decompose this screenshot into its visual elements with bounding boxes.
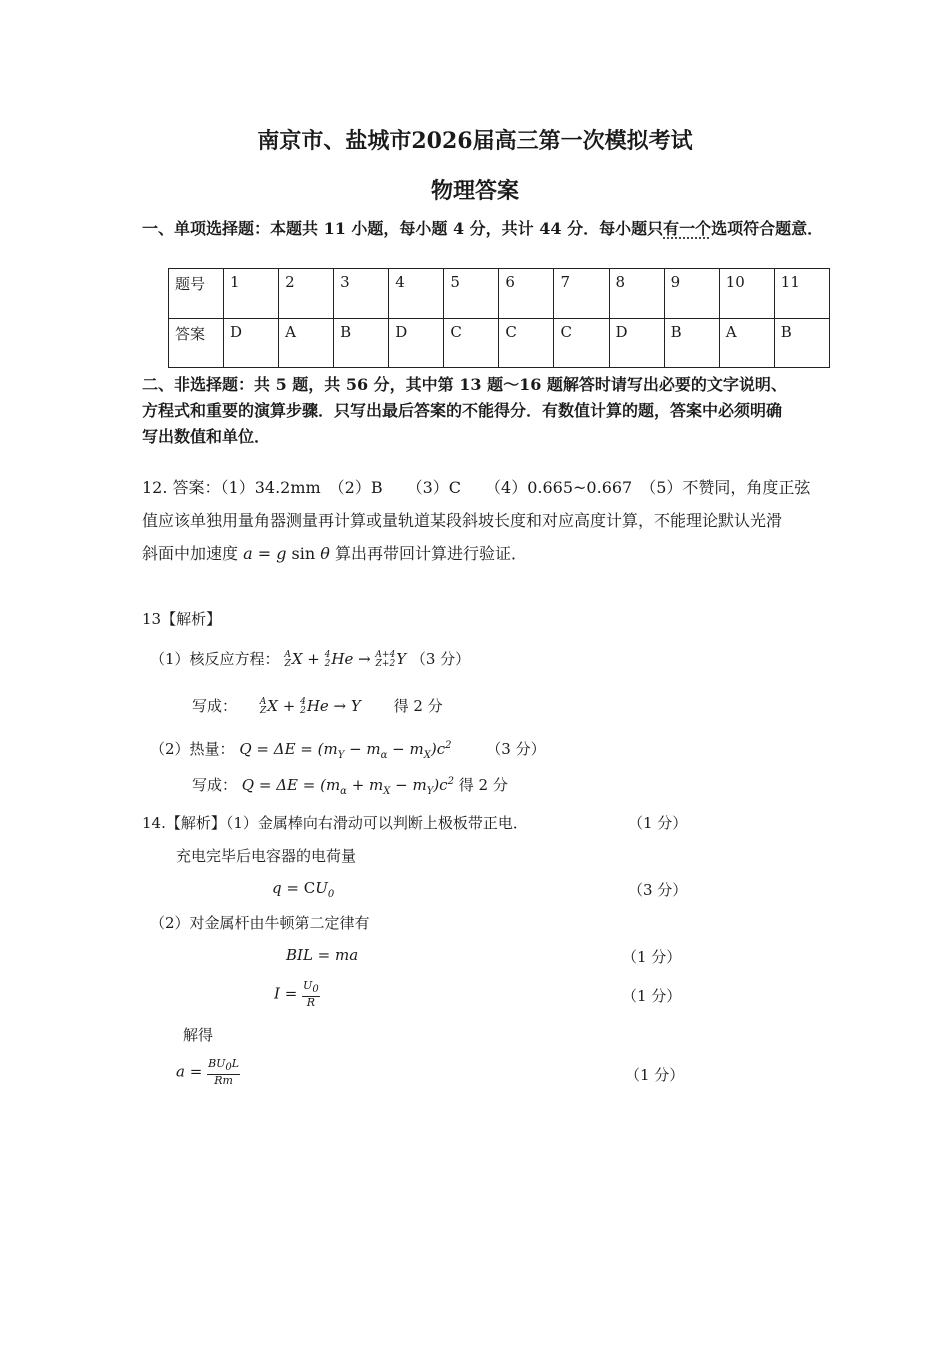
answer-table	[168, 268, 830, 368]
table-cell: 11	[774, 269, 829, 319]
q14-line2: 充电完毕后电容器的电荷量	[176, 847, 357, 865]
page-title: 南京市、盐城市2026届高三第一次模拟考试	[257, 128, 693, 154]
table-cell: A	[719, 318, 774, 368]
q13-write1-label: 写成：	[192, 697, 238, 715]
q14-head: 14.【解析】（1）金属棒向右滑动可以判断上极板带正电．	[142, 814, 528, 832]
q13-head: 13【解析】	[142, 610, 222, 628]
table-cell: 题号	[169, 269, 224, 319]
q13-part2	[150, 738, 546, 761]
section1-heading	[142, 216, 823, 239]
table-cell: B	[664, 318, 719, 368]
heat-equation-alt: $Q = \Delta E = (m_\alpha + m_X - m_Y)c^2$	[241, 776, 454, 797]
table-row-numbers	[169, 269, 830, 319]
q12-line3	[142, 541, 527, 564]
q13-write2-label: 写成：	[192, 776, 238, 794]
page-subtitle: 物理答案	[430, 178, 519, 204]
section2-line1: 二、非选择题：共 5 题，共 56 分，其中第 13 题～16 题解答时请写出必要的文字说明、	[142, 375, 787, 394]
q12-line1: 12. 答案：（1）34.2mm （2）B （3）C （4）0.665~0.667 （5）不赞同，角度正弦	[142, 478, 811, 497]
q13-write2-score: 得 2 分	[458, 776, 508, 794]
q14-line4: 解得	[183, 1026, 214, 1044]
q13-part1-label: （1）核反应方程：	[150, 650, 280, 668]
result-formula: a = $\frac{BU_0L}{Rm}$	[176, 1057, 240, 1088]
q14-score5: （1 分）	[625, 1066, 685, 1084]
q14-line3: （2）对金属杆由牛顿第二定律有	[150, 914, 370, 932]
q12-line3-pre: 斜面中加速度	[142, 544, 239, 563]
table-cell: 2	[279, 269, 334, 319]
q14-score2: （3 分）	[628, 881, 688, 899]
current-formula: I = $\frac{U_0}{R}$	[274, 979, 319, 1010]
q13-write2	[192, 774, 508, 797]
nuclear-equation: A Z X + 4 2 He → A+4 Z+2 Y	[284, 650, 411, 669]
table-cell: 8	[609, 269, 664, 319]
section2-line2: 方程式和重要的演算步骤．只写出最后答案的不能得分．有数值计算的题，答案中必须明确	[142, 401, 783, 420]
force-formula: BIL = ma	[286, 946, 359, 964]
table-cell: 答案	[169, 318, 224, 368]
section1-heading-post: 选项符合题意．	[711, 219, 824, 238]
table-cell: 3	[334, 269, 389, 319]
table-cell: 6	[499, 269, 554, 319]
table-cell: 10	[719, 269, 774, 319]
section1-heading-pre: 一、单项选择题：本题共 11 小题，每小题 4 分，共计 44 分．每小题只	[142, 219, 664, 238]
q13-part1-score: （3 分）	[410, 650, 471, 668]
table-cell: B	[774, 318, 829, 368]
table-cell: 1	[224, 269, 279, 319]
heat-equation: $Q = \Delta E = (m_Y - m_\alpha - m_X)c^2$	[239, 740, 452, 761]
q12-line3-post: 算出再带回计算进行验证．	[335, 544, 528, 563]
table-row-answers	[169, 318, 830, 368]
q14-score1: （1 分）	[628, 814, 688, 832]
q13-part2-score: （3 分）	[486, 740, 546, 758]
table-cell: B	[334, 318, 389, 368]
table-cell: D	[609, 318, 664, 368]
nuclear-equation-alt: A Z X + 4 2 He → Y	[259, 697, 366, 716]
q13-write1	[192, 695, 443, 716]
table-cell: A	[279, 318, 334, 368]
table-cell: D	[224, 318, 279, 368]
table-cell: D	[389, 318, 444, 368]
q14-score3: （1 分）	[622, 948, 682, 966]
table-cell: C	[554, 318, 609, 368]
table-cell: 7	[554, 269, 609, 319]
table-cell: 4	[389, 269, 444, 319]
table-cell: 9	[664, 269, 719, 319]
q13-write1-score: 得 2 分	[393, 697, 443, 715]
q13-part1	[150, 648, 470, 669]
acceleration-formula: a = g sin θ	[238, 544, 335, 563]
charge-formula: $q = CU_0$	[272, 879, 335, 900]
table-cell: C	[444, 318, 499, 368]
section2-line3: 写出数值和单位．	[142, 427, 271, 446]
q12-line2: 值应该单独用量角器测量再计算或量轨道某段斜坡长度和对应高度计算，不能理论默认光滑	[142, 511, 783, 530]
table-cell: C	[499, 318, 554, 368]
q13-part2-label: （2）热量：	[150, 740, 235, 758]
section1-heading-emph: 有一个	[663, 219, 712, 238]
q14-score4: （1 分）	[622, 987, 682, 1005]
table-cell: 5	[444, 269, 499, 319]
